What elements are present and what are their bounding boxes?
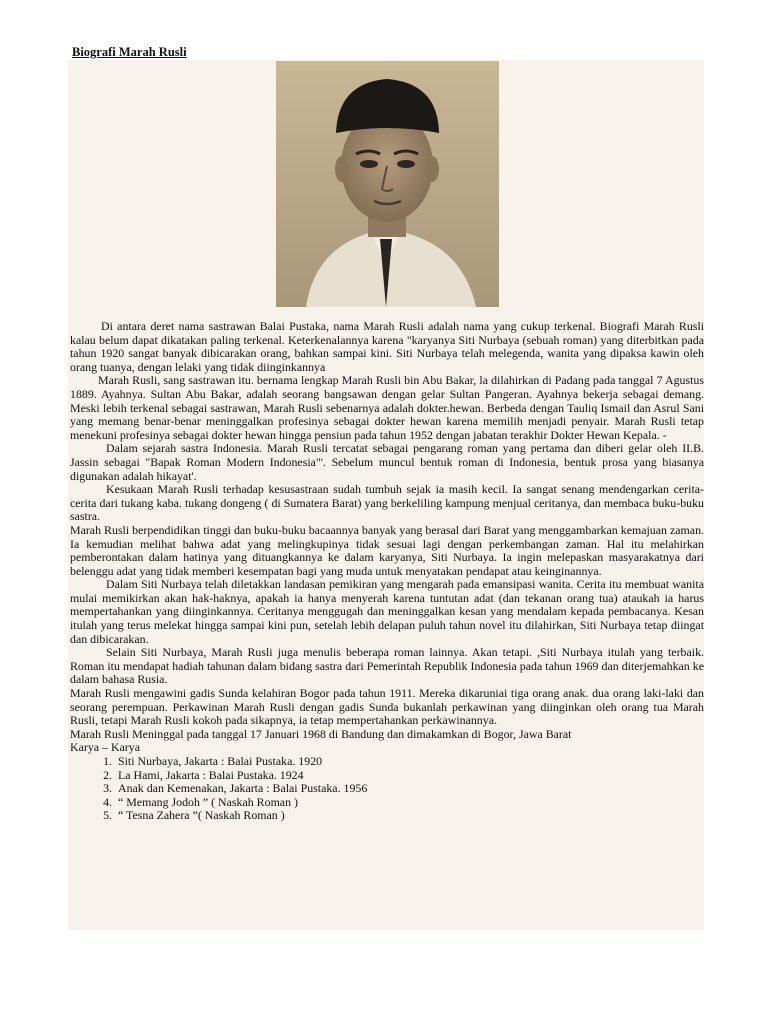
paragraph-birth: Marah Rusli, sang sastrawan itu. bernama lengkap Marah Rusli bin Abu Bakar, la dilahirkan di Padang pada tanggal 7 Agustus 1889. Ayahnya. Sultan Abu Bakar, adalah seorang bangsawan dengan gelar Sultan Pangeran. Ayahnya bekerja sebagai demang. Meski lebih terkenal sebagai sastrawan, Marah Rusli sebenarnya adalah dokter.hewan. Berbeda dengan Tauliq Ismail dan Asrul Sani yang memang benar-benar meninggalkan profesinya sebagai dokter hewan karena memilih menjadi penyair. Marah Rusli tetap menekuni profesinya sebagai dokter hewan hingga pensiun pada tahun 1952 dengan jabatan terakhir Dokter Hewan Kepala. - [70,373,704,442]
works-list [70,755,704,823]
paragraph-literary-history: Dalam sejarah sastra Indonesia. Marah Rusli tercatat sebagai pengarang roman yang pertama dan diberi gelar oleh II.B. Jassin sebagai "Bapak Roman Modern Indonesia"'. Sebelum muncul bentuk roman di Indonesia, bentuk prosa yang biasanya digunakan adalah hikayat'. [70,441,704,483]
list-item-text: “ Tesna Zahera ”( Naskah Roman ) [118,808,285,823]
list-number: 2. [103,767,112,782]
list-item-text: Anak dan Kemenakan, Jakarta : Balai Pustaka. 1956 [118,781,368,796]
list-number: 4. [103,794,112,809]
paragraph-emancipation: Dalam Siti Nurbaya telah diletakkan landasan pemikiran yang mengarah pada emansipasi wanita. Cerita itu membuat wanita mulai memikirkan akan hak-haknya, apakah ia hanya menyerah karena tuntutan adat (dan tekanan orang tua) ataukah ia harus mempertahankan yang diinginkannya. Ceritanya menggugah dan meninggalkan kesan yang mendalam kepada pembacanya. Kesan itulah yang terus melekat hingga sampai kini pun, setelah lebih delapan puluh tahun novel itu dilahirkan, Siti Nurbaya tetap diingat dan dibicarakan. [70,577,704,646]
list-item [70,809,704,823]
list-item-text: La Hami, Jakarta : Balai Pustaka. 1924 [118,767,304,782]
list-item [70,782,704,796]
paragraph-education: Marah Rusli berpendidikan tinggi dan buku-buku bacaannya banyak yang berasal dari Barat yang menggambarkan kemajuan zaman. Ia kemudian melihat bahwa adat yang melingkupinya tidak sesuai lagi dengan perkembangan zaman. Hal itu melahirkan pemberontakan dalam hatinya yang dituangkannya ke dalam karyanya, Siti Nurbaya. Ia ingin melepaskan masyarakatnya dari belenggu adat yang tidak memberi kesempatan bagi yang muda untuk menyatakan pendapat atau keinginannya. [70,522,704,578]
list-item [70,755,704,769]
paragraph-other-works: Selain Siti Nurbaya, Marah Rusli juga menulis beberapa roman lainnya. Akan tetapi. ,Siti Nurbaya itulah yang terbaik. Roman itu mendapat hadiah tahunan dalam bidang sastra dari Pemerintah Republik Indonesia pada tahun 1969 dan diterjemahkan ke dalam bahasa Rusia. [70,645,704,687]
list-number: 5. [103,808,112,823]
list-item [70,796,704,810]
biography-body [70,320,704,823]
list-item-text: “ Memang Jodoh ” ( Naskah Roman ) [118,794,298,809]
paragraph-marriage: Marah Rusli mengawini gadis Sunda kelahiran Bogor pada tahun 1911. Mereka dikaruniai tiga orang anak. dua orang laki-laki dan seorang perempuan. Perkawinan Marah Rusli dengan gadis Sunda bukanlah perkawinan yang diinginkan oleh orang tua Marah Rusli, tetapi Marah Rusli kokoh pada sikapnya, ia tetap mempertahankan perkawinannya. [70,686,704,728]
paragraph-intro: Di antara deret nama sastrawan Balai Pustaka, nama Marah Rusli adalah nama yang cukup terkenal. Biografi Marah Rusli kalau belum dapat dikatakan paling terkenal. Keterkenalannya karena "karyanya Siti Nurbaya (sebuah roman) yang diterbitkan pada tahun 1920 sangat banyak dibicarakan orang, bahkan sampai kini. Siti Nurbaya telah melegenda, wanita yang dipaksa kawin oleh orang tuanya, dengan lelaki yang tidak diinginkannya [70,319,704,374]
paragraph-death: Marah Rusli Meninggal pada tanggal 17 Januari 1968 di Bandung dan dimakamkan di Bogor, Jawa Barat [70,726,572,741]
list-number: 1. [103,754,112,768]
list-number: 3. [103,781,112,796]
portrait-photo [276,61,499,307]
document-title: Biografi Marah Rusli [72,45,187,59]
list-item-text: Siti Nurbaya, Jakarta : Balai Pustaka. 1920 [118,754,323,768]
paragraph-childhood: Kesukaan Marah Rusli terhadap kesusastraan sudah tumbuh sejak ia masih kecil. Ia sangat senang mendengarkan cerita-cerita dari tukang kaba. tukang dongeng ( di Sumatera Barat) yang berkeliling kampung menjual ceritanya, dan membaca buku-buku sastra. [70,482,704,524]
works-heading: Karya – Karya [70,740,140,755]
list-item [70,769,704,783]
